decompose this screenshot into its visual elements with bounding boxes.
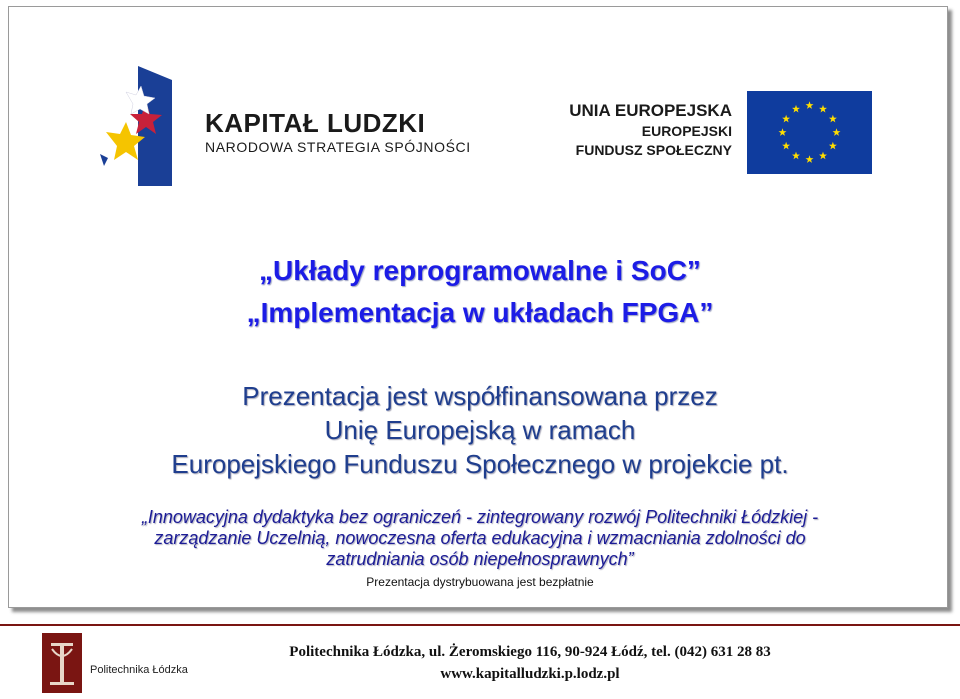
- eu-flag-icon: [747, 91, 872, 174]
- footer-divider: [0, 624, 960, 626]
- funding-line2: Unię Europejską w ramach: [324, 415, 636, 445]
- ue-line3: FUNDUSZ SPOŁECZNY: [575, 142, 732, 158]
- kapital-ludzki-title: KAPITAŁ LUDZKI: [205, 108, 426, 138]
- title-line1: „Układy reprogramowalne i SoC”: [259, 255, 701, 286]
- kapital-ludzki-subtitle: NARODOWA STRATEGIA SPÓJNOŚCI: [205, 139, 471, 155]
- funding-line1: Prezentacja jest współfinansowana przez: [242, 381, 718, 411]
- footer-address-block: [245, 641, 815, 685]
- ue-line2: EUROPEJSKI: [641, 123, 732, 139]
- footer-address: Politechnika Łódzka, ul. Żeromskiego 116, 90-924 Łódź, tel. (042) 631 28 83: [289, 644, 771, 660]
- ue-line1: UNIA EUROPEJSKA: [569, 101, 732, 120]
- project-name: [20, 507, 940, 570]
- project-line3: zatrudniania osób niepełnosprawnych”: [326, 549, 634, 569]
- funding-line3: Europejskiego Funduszu Społecznego w projekcie pt.: [171, 449, 789, 479]
- presentation-title: [0, 250, 960, 334]
- kapital-ludzki-logo: [100, 62, 175, 186]
- footer-website[interactable]: www.kapitalludzki.p.lodz.pl: [440, 666, 620, 682]
- eu-text-block: [548, 100, 732, 160]
- project-line1: „Innowacyjna dydaktyka bez ograniczeń - zintegrowany rozwój Politechniki Łódzkiej -: [141, 507, 819, 527]
- title-line2: „Implementacja w układach FPGA”: [246, 297, 714, 328]
- politechnika-lodzka-logo-icon: [42, 633, 82, 693]
- politechnika-lodzka-name: Politechnika Łódzka: [90, 664, 188, 676]
- distribution-note: Prezentacja dystrybuowana jest bezpłatnie: [366, 575, 594, 589]
- project-line2: zarządzanie Uczelnią, nowoczesna oferta edukacyjna i wzmacniania zdolności do: [154, 528, 806, 548]
- funding-statement: [0, 379, 960, 481]
